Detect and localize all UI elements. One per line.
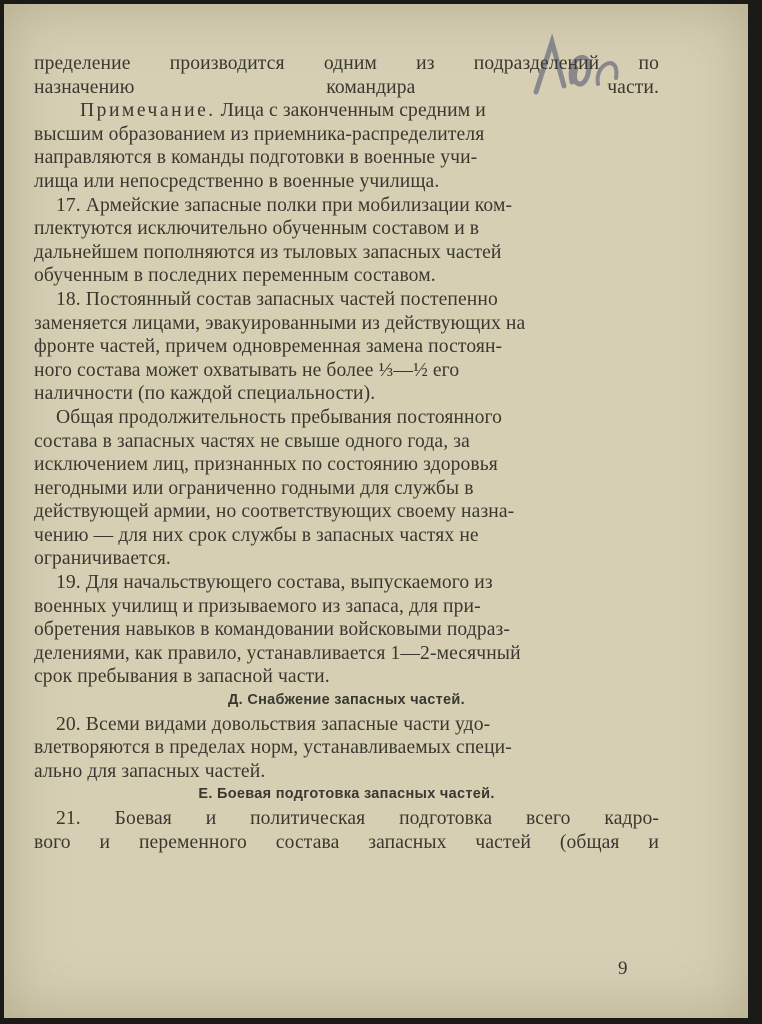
text-line: плектуются исключительно обученным составом и в — [34, 218, 480, 240]
text-line: пределение производится одним из подразделений по — [34, 53, 659, 74]
text-line: состава в запасных частях не свыше одного года, за — [34, 430, 470, 452]
paragraph-20 — [34, 713, 659, 784]
text-line: заменяется лицами, эвакуированными из действующих на — [34, 312, 526, 334]
text-line: 18. Постоянный состав запасных частей постепенно — [56, 288, 498, 310]
paragraph-18 — [34, 288, 659, 406]
section-heading-d: Д. Снабжение запасных частей. — [228, 692, 465, 709]
text-line: 21. Боевая и политическая подготовка всего кадро- — [56, 808, 659, 829]
text-line: Общая продолжительность пребывания постоянного — [56, 406, 503, 428]
text-line: 19. Для начальствующего состава, выпускаемого из — [56, 572, 493, 594]
text-line: 20. Всеми видами довольствия запасные части удо- — [56, 713, 491, 735]
text-line: военных училищ и призываемого из запаса, для при- — [34, 595, 481, 617]
document-page — [4, 4, 748, 1018]
section-heading-e: Е. Боевая подготовка запасных частей. — [198, 786, 495, 803]
text-line: чению — для них срок службы в запасных частях не — [34, 524, 479, 546]
text-line: высшим образованием из приемника-распределителя — [34, 123, 485, 145]
text-line: обретения навыков в командовании войсковыми подраз- — [34, 619, 510, 641]
text-line: ально для запасных частей. — [34, 760, 266, 782]
text-line: обученным в последних переменным составом. — [34, 265, 436, 287]
body-text — [34, 52, 659, 854]
page-number: 9 — [618, 958, 628, 979]
text-line: наличности (по каждой специальности). — [34, 383, 376, 405]
text-line: вого и переменного состава запасных частей (общая и — [34, 831, 659, 853]
text-line: делениями, как правило, устанавливается 1—2-месячный — [34, 642, 521, 664]
text-line: лища или непосредственно в военные училища. — [34, 170, 440, 192]
paragraph-continued — [34, 52, 659, 99]
paragraph-17 — [34, 194, 659, 288]
text-line: ного состава может охватывать не более ⅓—½ его — [34, 359, 460, 381]
text-line: дальнейшем пополняются из тыловых запасных частей — [34, 241, 502, 263]
text-line: исключением лиц, признанных по состоянию здоровья — [34, 454, 498, 476]
text-line: направляются в команды подготовки в военные учи- — [34, 147, 478, 169]
text-line: назначению командира части. — [34, 76, 659, 98]
paragraph-19 — [34, 571, 659, 689]
text-line: негодными или ограниченно годными для службы в — [34, 477, 474, 499]
paragraph-duration — [34, 406, 659, 571]
text-line: срок пребывания в запасной части. — [34, 666, 330, 688]
text-line: Лица с законченным средним и — [215, 100, 486, 122]
paragraph-21 — [34, 807, 659, 854]
text-line: ограничивается. — [34, 548, 171, 570]
text-line: 17. Армейские запасные полки при мобилизации ком- — [56, 194, 513, 216]
text-line: влетворяются в пределах норм, устанавливаемых специ- — [34, 737, 512, 759]
text-line: фронте частей, причем одновременная замена постоян- — [34, 336, 503, 358]
text-line: действующей армии, но соответствующих своему назна- — [34, 501, 515, 523]
paragraph-note — [34, 99, 659, 193]
note-label: Примечание. — [80, 100, 216, 122]
